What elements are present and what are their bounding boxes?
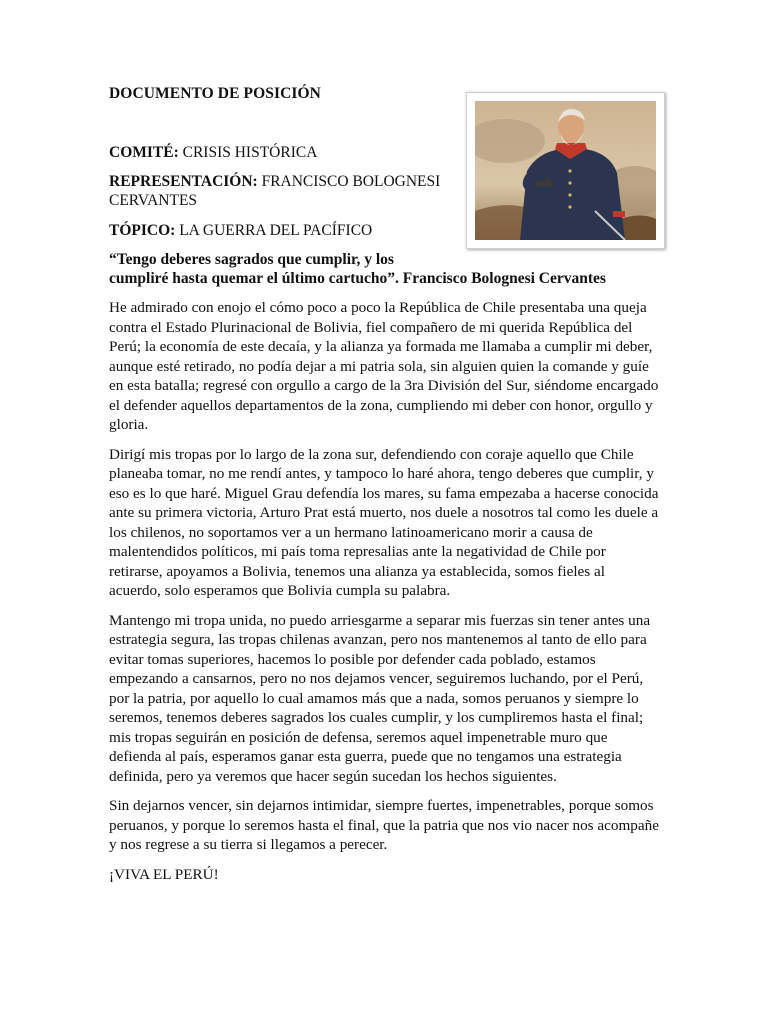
committee-field [109,143,449,162]
representation-value: FRANCISCO BOLOGNESI CERVANTES [109,173,441,209]
topic-field [109,221,449,240]
topic-value: LA GUERRA DEL PACÍFICO [175,222,373,239]
document-body [109,298,659,894]
topic-label: TÓPICO: [109,222,176,239]
document-title: DOCUMENTO DE POSICIÓN [109,85,321,102]
paragraph: Mantengo mi tropa unida, no puedo arriesgarme a separar mis fuerzas sin tener antes una estrategia segura, las tropas chilenas avanzan, pero nos mantenemos al tanto de ello para evitar tomas superiores, hacemos lo posible por defender cada poblado, estamos empezando a cansarnos, pero no nos dejamos vencer, seguiremos luchando, por el Perú, por la patria, por aquello lo cual amamos más que a nada, somos peruanos y siempre lo seremos, tenemos deberes sagrados los cuales cumplir, y los cumpliremos hasta el final; mis tropas seguirán en posición de defensa, seremos aquel impenetrable muro que defienda al país, esperamos ganar esta guerra, puede que no tengamos una estrategia definida, pero ya veremos que hacer según sucedan los hechos siguientes. [109,611,651,785]
quote-line-1: “Tengo deberes sagrados que cumplir, y los [109,251,394,268]
representation-label: REPRESENTACIÓN: [109,173,258,190]
portrait-image [466,92,665,249]
representation-field [109,172,449,210]
quote-line-2: cumpliré hasta quemar el último cartucho”. Francisco Bolognesi Cervantes [109,270,606,287]
committee-label: COMITÉ: [109,144,179,161]
paragraph: He admirado con enojo el cómo poco a poco la República de Chile presentaba una queja contra el Estado Plurinacional de Bolivia, fiel compañero de mi querida República del Perú; la economía de este decaía, y la alianza ya formada me llamaba a cumplir mi deber, aunque esté retirado, no podía dejar a mi patria sola, sin alguien quien la comande y guíe en esta batalla; regresé con orgullo a cargo de la 3ra División del Sur, siéndome encargado el defender aquellos departamentos de la zona, cumpliendo mi deber con honor, orgullo y gloria. [109,299,659,433]
paragraph: Dirigí mis tropas por lo largo de la zona sur, defendiendo con coraje aquello que Chile planeaba tomar, no me rendí antes, y tampoco lo haré ahora, tengo deberes que cumplir, y eso es lo que haré. Miguel Grau defendía los mares, su fama empezaba a hacerse conocida ante su primera victoria, Arturo Prat está muerto, nos duele a nosotros tal como les duele a los chilenos, no soportamos ver a un hermano latinoamericano morir a causa de malentendidos políticos, mi país toma represalias ante la negatividad de Chile por retirarse, apoyamos a Bolivia, tenemos una alianza ya establecida, somos fieles al acuerdo, solo esperamos que Bolivia cumpla su palabra. [109,445,659,599]
soldier-portrait-illustration [475,101,656,240]
opening-quote [109,250,629,288]
closing-exclamation: ¡VIVA EL PERÚ! [109,865,219,883]
committee-value: CRISIS HISTÓRICA [178,144,318,161]
paragraph: Sin dejarnos vencer, sin dejarnos intimidar, siempre fuertes, impenetrables, porque somos peruanos, y porque lo seremos hasta el final, que la patria que nos vio nacer nos acompañe y nos regrese a su tierra si llegamos a perecer. [109,797,659,853]
